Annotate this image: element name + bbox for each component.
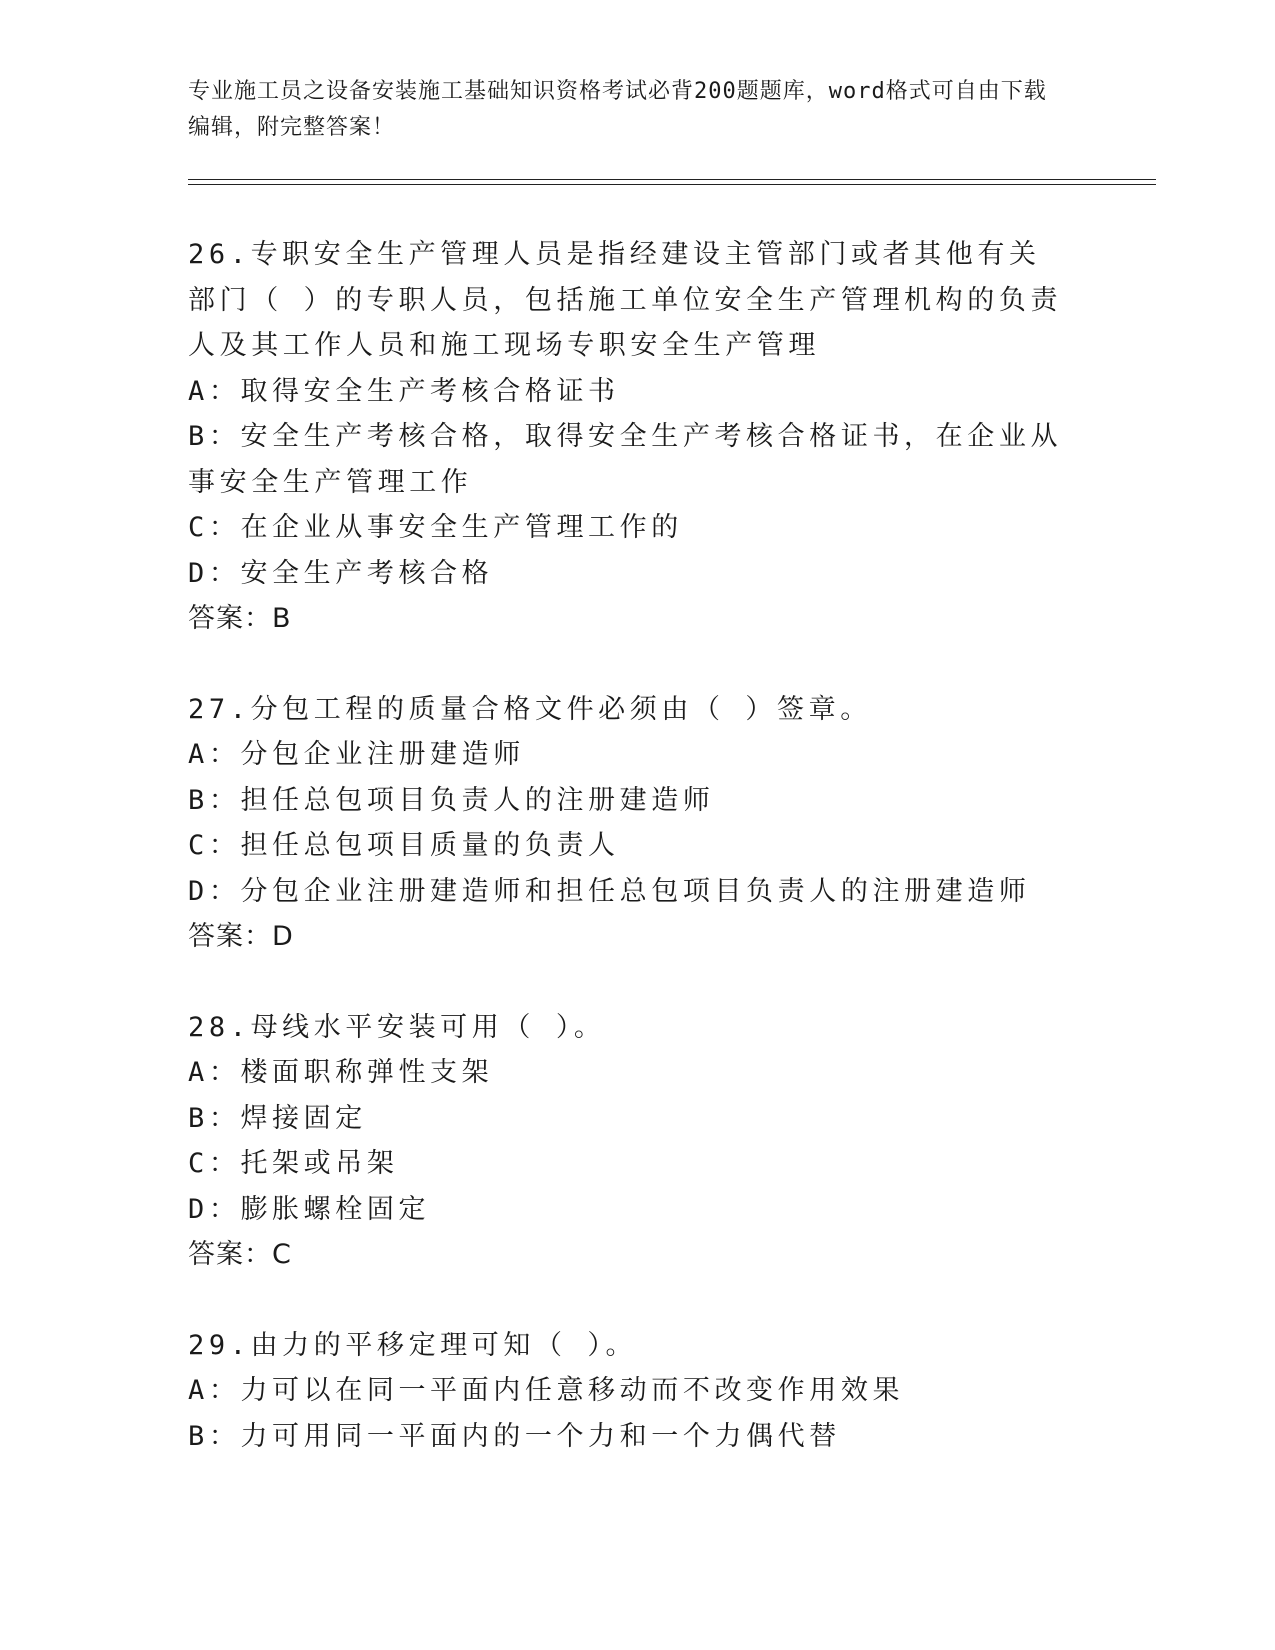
option-a: A：分包企业注册建造师: [188, 739, 525, 770]
option-c: C：担任总包项目质量的负责人: [188, 830, 620, 861]
option-d: D：膨胀螺栓固定: [188, 1193, 431, 1225]
answer-label: 答案：B: [188, 603, 292, 634]
question-29: [188, 1323, 1088, 1460]
option-c: C：托架或吊架: [188, 1148, 399, 1179]
question-stem: 27.分包工程的质量合格文件必须由（ ）签章。: [188, 693, 872, 725]
option-b: B：安全生产考核合格，取得安全生产考核合格证书，在企业从事安全生产管理工作: [188, 421, 1063, 498]
option-b: B：焊接固定: [188, 1102, 367, 1134]
question-stem: 28.母线水平安装可用（ ）。: [188, 1011, 606, 1043]
option-b: B：力可用同一平面内的一个力和一个力偶代替: [188, 1420, 841, 1452]
document-header: 专业施工员之设备安装施工基础知识资格考试必背200题题库，word格式可自由下载编辑，附完整答案！: [188, 79, 1047, 140]
header-divider-top: [188, 179, 1156, 180]
question-26: [188, 232, 1088, 642]
question-stem: 29.由力的平移定理可知（ ）。: [188, 1329, 638, 1361]
option-a: A：楼面职称弹性支架: [188, 1057, 494, 1088]
answer-label: 答案：D: [188, 921, 294, 952]
option-c: C：在企业从事安全生产管理工作的: [188, 512, 683, 543]
header-divider-bottom: [188, 184, 1156, 185]
option-b: B：担任总包项目负责人的注册建造师: [188, 784, 715, 816]
option-a: A：力可以在同一平面内任意移动而不改变作用效果: [188, 1375, 905, 1406]
question-28: [188, 1005, 1088, 1278]
question-list: [188, 232, 1088, 1504]
question-stem: 26.专职安全生产管理人员是指经建设主管部门或者其他有关部门（ ）的专职人员，包括施工单位安全生产管理机构的负责人及其工作人员和施工现场专职安全生产管理: [188, 239, 1063, 361]
option-a: A：取得安全生产考核合格证书: [188, 375, 620, 407]
answer-label: 答案：C: [188, 1239, 292, 1270]
option-d: D：分包企业注册建造师和担任总包项目负责人的注册建造师: [188, 875, 1031, 907]
question-27: [188, 687, 1088, 960]
option-d: D：安全生产考核合格: [188, 557, 494, 589]
